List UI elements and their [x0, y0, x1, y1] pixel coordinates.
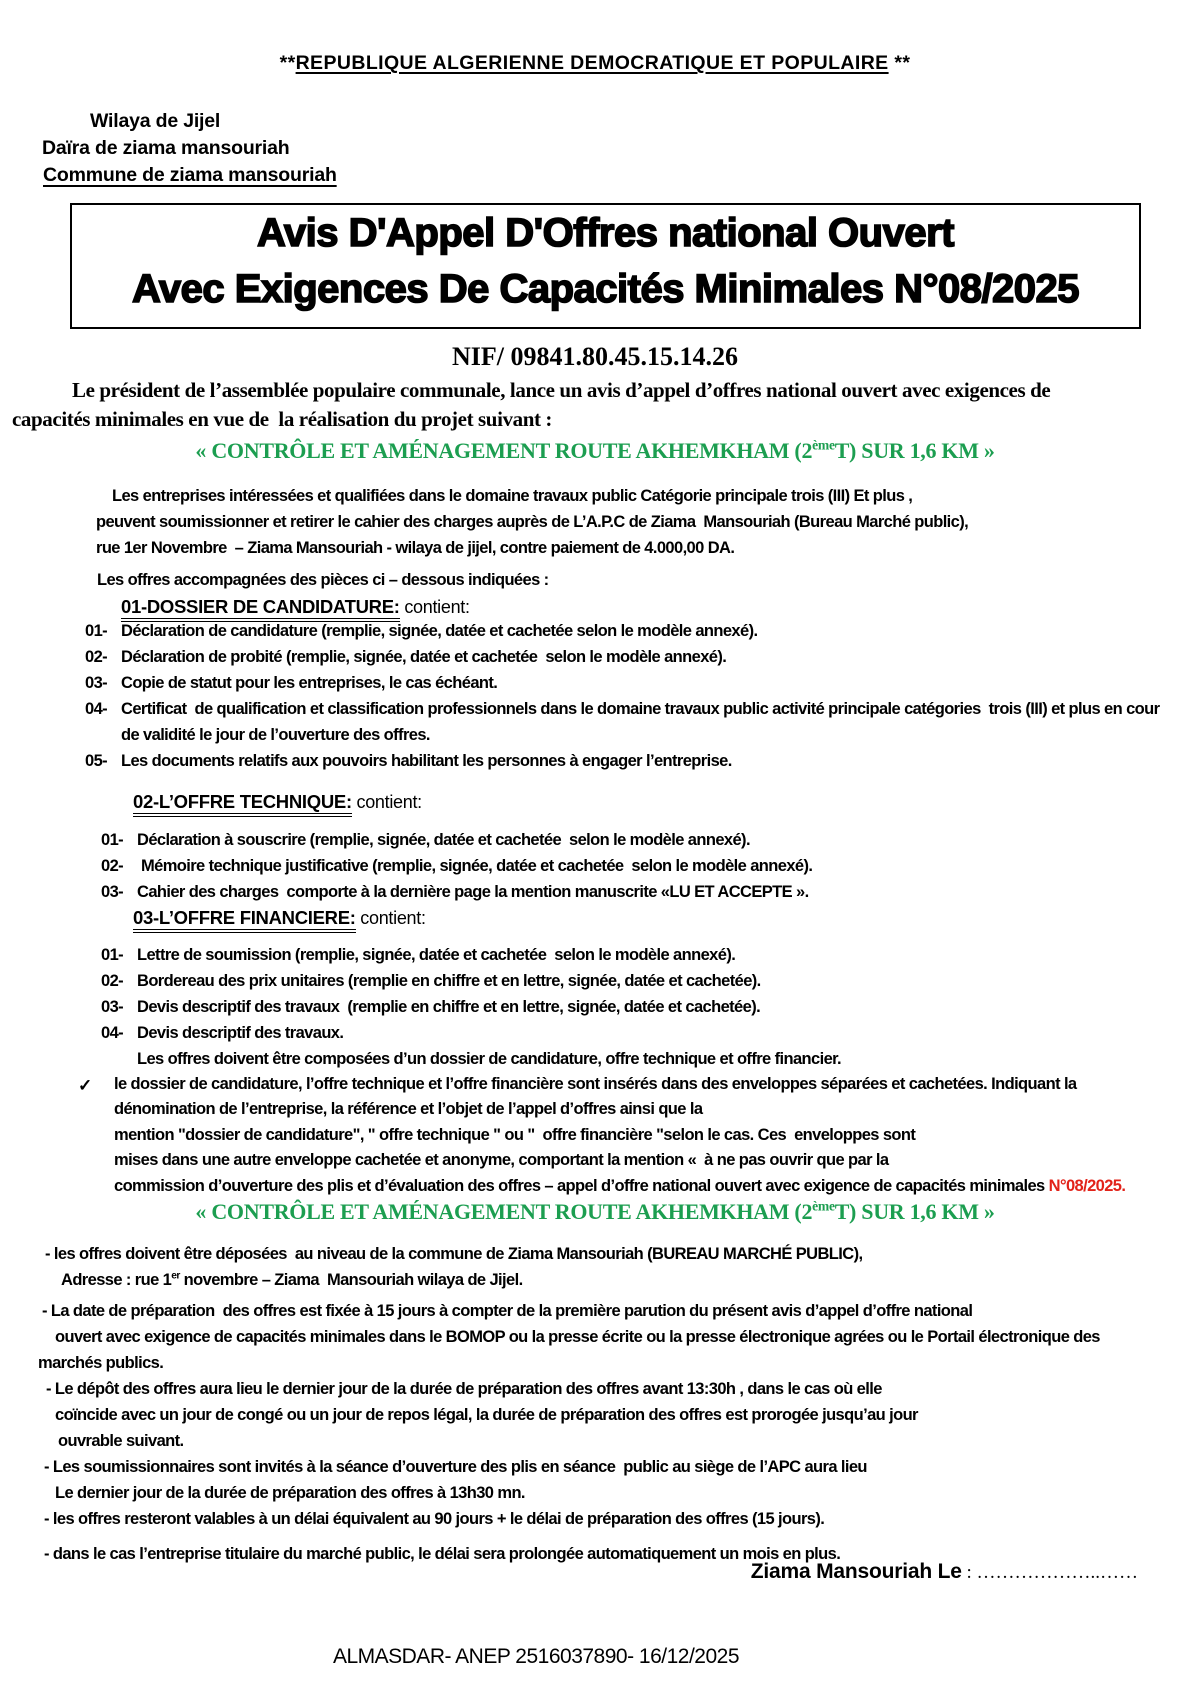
note-line: - Le dépôt des offres aura lieu le dernier jour de la durée de préparation des offres avant 13:30h , dans le cas où elle [46, 1380, 882, 1398]
envelopes-line-4: mises dans une autre enveloppe cachetée et anonyme, comportant la mention « à ne pas ouvrir que par la [114, 1151, 889, 1170]
commission-text: commission d’ouverture des plis et d’évaluation des offres – appel d’offre national ouvert avec exigence de capacités minimales [114, 1176, 1049, 1195]
project-title-end: T) SUR 1,6 KM » [834, 1199, 995, 1224]
section-2-contient: contient: [351, 792, 422, 812]
tender-title-box [70, 203, 1141, 329]
republic-header [0, 52, 1190, 75]
conditions-line-4: Les offres accompagnées des pièces ci – dessous indiquées : [97, 571, 549, 589]
item-text: Devis descriptif des travaux. [137, 1024, 344, 1042]
item-number: 01- [101, 831, 124, 849]
note-line: - La date de préparation des offres est fixée à 15 jours à compter de la première parution du présent avis d’appel d’offre national [42, 1302, 973, 1320]
list-item [0, 696, 1190, 748]
intro-line-2: capacités minimales en vue de la réalisation du projet suivant : [12, 407, 553, 431]
item-number: 03- [101, 883, 124, 901]
note-line: - Les soumissionnaires sont invités à la séance d’ouverture des plis en séance public au siège de l’APC aura lieu [44, 1458, 867, 1476]
intro-paragraph [12, 376, 1182, 434]
administrative-block [0, 108, 337, 189]
list-item [0, 968, 1190, 994]
item-text: Cahier des charges comporte à la dernière page la mention manuscrite «LU ET ACCEPTE ». [137, 883, 809, 901]
anep-footer: ALMASDAR- ANEP 2516037890- 16/12/2025 [332, 1645, 740, 1668]
conditions-line-2: peuvent soumissionner et retirer le cahier des charges auprès de L’A.P.C de Ziama Mansouriah (Bureau Marché public), [96, 513, 969, 531]
item-text: Devis descriptif des travaux (remplie en chiffre et en lettre, signée, datée et cachetée). [137, 998, 761, 1016]
item-text: Copie de statut pour les entreprises, le cas échéant. [121, 674, 498, 692]
offre-financiere-items [0, 942, 1190, 1046]
adresse-post: novembre – Ziama Mansouriah wilaya de Jijel. [179, 1271, 523, 1289]
tender-title-line1: Avis D'Appel D'Offres national Ouvert [257, 211, 954, 255]
envelopes-paragraph [0, 1072, 1190, 1199]
conditions-line-1: Les entreprises intéressées et qualifiées dans le domaine travaux public Catégorie principale trois (III) Et plus , [112, 487, 913, 505]
conditions-block [0, 483, 1190, 593]
project-title-text: CONTRÔLE ET AMÉNAGEMENT ROUTE AKHEMKHAM (2 [211, 1199, 813, 1224]
note-line: coïncide avec un jour de congé ou un jour de repos légal, la durée de préparation des offres est prorogée jusqu’au jour [55, 1406, 918, 1424]
section-3-title: 03-L’OFFRE FINANCIERE: [133, 907, 356, 933]
section-1-contient: contient: [399, 597, 470, 617]
list-item [0, 942, 1190, 968]
project-title-sup: ème [812, 437, 835, 453]
note-line: - les offres doivent être déposées au niveau de la commune de Ziama Mansouriah (BUREAU MARCHÉ PUBLIC), [45, 1245, 863, 1263]
signature-place: Ziama Mansouriah Le [750, 1560, 962, 1583]
item-number: 02- [101, 972, 124, 990]
list-item [0, 748, 1190, 774]
project-title-open: « [195, 1199, 212, 1224]
item-text: Mémoire technique justificative (remplie, signée, datée et cachetée selon le modèle annexé). [137, 857, 813, 875]
note-line: Le dernier jour de la durée de préparation des offres à 13h30 mn. [55, 1484, 525, 1502]
conditions-line-3: rue 1er Novembre – Ziama Mansouriah - wilaya de jijel, contre paiement de 4.000,00 DA. [96, 539, 735, 557]
section-3-contient: contient: [355, 908, 426, 928]
list-item [0, 1020, 1190, 1046]
signature-dots: : ………………..…… [961, 1562, 1138, 1583]
item-number: 04- [85, 700, 108, 718]
envelopes-line-2: dénomination de l’entreprise, la référence et l’objet de l’appel d’offres ainsi que la [114, 1100, 703, 1119]
list-item [0, 827, 1190, 853]
item-text: Bordereau des prix unitaires (remplie en chiffre et en lettre, signée, datée et cachetée). [137, 972, 761, 990]
note-line-adresse [61, 1267, 1190, 1293]
stars-left: ** [279, 52, 296, 74]
republic-title: REPUBLIQUE ALGERIENNE DEMOCRATIQUE ET POPULAIRE [295, 52, 889, 74]
list-item [0, 670, 1190, 696]
item-number: 03- [101, 998, 124, 1016]
item-text: Déclaration à souscrire (remplie, signée, datée et cachetée selon le modèle annexé). [137, 831, 750, 849]
note-line: marchés publics. [38, 1354, 164, 1372]
item-number: 01- [85, 622, 108, 640]
section-2-title: 02-L’OFFRE TECHNIQUE: [133, 791, 352, 817]
daira-line: Daïra de ziama mansouriah [42, 137, 290, 159]
item-number: 02- [85, 648, 108, 666]
project-title-green-2 [0, 1199, 1190, 1225]
list-item [0, 879, 1190, 905]
tender-number-red: N°08/2025. [1048, 1176, 1126, 1195]
note-line: ouvrable suivant. [58, 1432, 184, 1450]
section-1-title: 01-DOSSIER DE CANDIDATURE: [121, 596, 400, 622]
envelopes-line-5 [114, 1174, 1190, 1199]
envelopes-line-3: mention "dossier de candidature", " offre technique " ou " offre financière "selon le cas. Ces enveloppes sont [114, 1125, 916, 1144]
note-line: - les offres resteront valables à un délai équivalent au 90 jours + le délai de préparation des offres (15 jours). [44, 1510, 825, 1528]
item-text: Les documents relatifs aux pouvoirs habilitant les personnes à engager l’entreprise. [121, 752, 732, 770]
list-item [0, 644, 1190, 670]
dossier-candidature-items [0, 618, 1190, 774]
list-item [0, 853, 1190, 879]
signature-block [751, 1560, 1138, 1584]
project-title-end: T) SUR 1,6 KM » [834, 438, 995, 463]
item-number: 03- [85, 674, 108, 692]
note-line: ouvert avec exigence de capacités minimales dans le BOMOP ou la presse écrite ou la presse électronique agrées ou le Portail électronique des [55, 1328, 1100, 1346]
stars-right: ** [888, 52, 911, 74]
composition-note: Les offres doivent être composées d’un dossier de candidature, offre technique et offre financier. [137, 1050, 842, 1068]
commune-line: Commune de ziama mansouriah [43, 164, 337, 186]
tender-title-line2: Avec Exigences De Capacités Minimales N°08/2025 [131, 267, 1080, 311]
item-text: Lettre de soumission (remplie, signée, datée et cachetée selon le modèle annexé). [137, 946, 736, 964]
list-item [0, 618, 1190, 644]
project-title-text: CONTRÔLE ET AMÉNAGEMENT ROUTE AKHEMKHAM (2 [211, 438, 813, 463]
offre-technique-items [0, 827, 1190, 905]
item-text: Déclaration de candidature (remplie, signée, datée et cachetée selon le modèle annexé). [121, 622, 758, 640]
item-text: Déclaration de probité (remplie, signée, datée et cachetée selon le modèle annexé). [121, 648, 727, 666]
adresse-sup: er [171, 1270, 180, 1282]
section-heading-dossier-candidature [121, 596, 470, 618]
item-number: 02- [101, 857, 124, 875]
section-heading-offre-technique [133, 791, 422, 813]
nif-line: NIF/ 09841.80.45.15.14.26 [452, 342, 738, 371]
intro-line-1: Le président de l’assemblée populaire communale, lance un avis d’appel d’offres national ouvert avec exigences de [72, 378, 1051, 402]
project-title-green-1 [0, 438, 1190, 464]
list-item [0, 994, 1190, 1020]
section-heading-offre-financiere [133, 907, 426, 929]
deposit-notes [0, 1241, 1190, 1567]
item-number: 04- [101, 1024, 124, 1042]
item-number: 05- [85, 752, 108, 770]
envelopes-line-1: le dossier de candidature, l’offre technique et l’offre financière sont insérés dans des enveloppes séparées et cachetées. Indiquant la [114, 1075, 1077, 1093]
item-text: Certificat de qualification et classification professionnels dans le domaine travaux public activité principale catégories trois (III) et plus en cour de validité le jour de l’ouverture des offres. [121, 700, 1164, 744]
project-title-sup: ème [812, 1198, 835, 1214]
project-title-open: « [195, 438, 212, 463]
check-icon: ✓ [78, 1076, 92, 1095]
wilaya-line: Wilaya de Jijel [90, 110, 221, 132]
item-number: 01- [101, 946, 124, 964]
note-line: - dans le cas l’entreprise titulaire du marché public, le délai sera prolongée automatiquement un mois en plus. [44, 1545, 841, 1563]
adresse-pre: Adresse : rue 1 [61, 1271, 172, 1289]
